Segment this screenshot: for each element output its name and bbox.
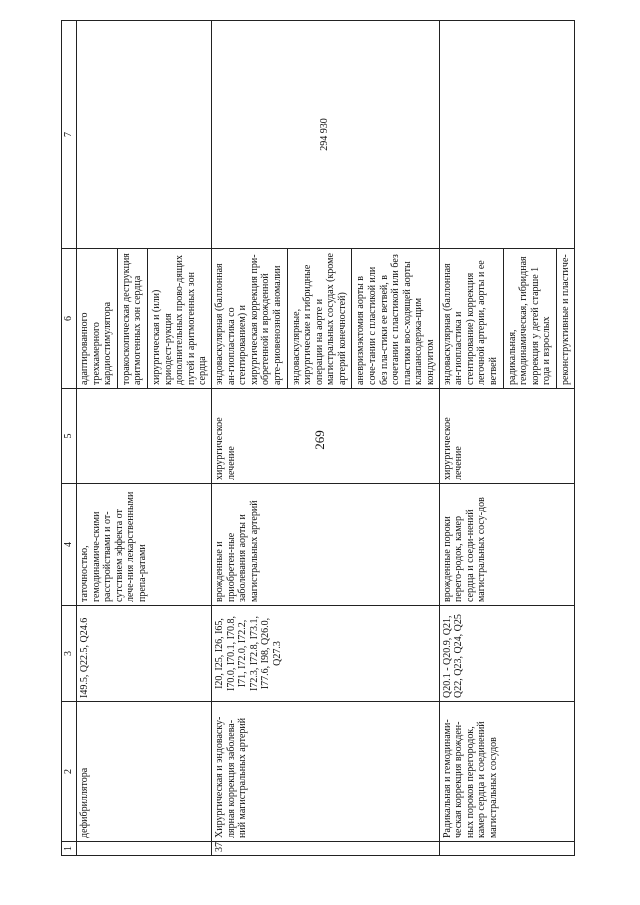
- treatment-method: [439, 249, 574, 389]
- method-item: хирургическая и (или) криодест-рукция дополнительных прово-дящих путей и аритмогенных зон сердца: [147, 249, 209, 388]
- method-item: адаптированного трехкамерного кардиостимулятора: [79, 301, 114, 385]
- treatment-type: хирургическое лечение: [439, 389, 574, 484]
- icd-codes: Q20.1 - Q20.9, Q21, Q22, Q23, Q24, Q25: [439, 606, 574, 702]
- header-row: [62, 21, 77, 856]
- norm-cost: [77, 21, 212, 249]
- header-cell: 1: [62, 842, 77, 856]
- icd-codes: I20, I25, I26, I65, I70.0, I70.1, I70.8, I71, I72.0, I72.2, I72.3, I72.8, I73.1, I77.6, I98, Q26.0, Q27.3: [211, 606, 439, 702]
- treatment-type: хирургическое лечение: [211, 389, 439, 484]
- patient-model: таточностью, гемодинамиче-скими расстройствами и от-сутствием эффекта от лече-ния лекарственными препа-ратами: [77, 484, 212, 606]
- patient-model: врожденные и приобретен-ные заболевания аорты и магистральных артерий: [211, 484, 439, 606]
- page-number: 269: [312, 430, 327, 450]
- row-number: [439, 842, 574, 856]
- method-item: эндоваскулярные, хирургические и гибридные операции на аорте и магистральных сосудах (кроме артерий конечностей): [287, 249, 349, 388]
- medical-care-table: [61, 20, 575, 856]
- treatment-type: [77, 389, 212, 484]
- table-row: [77, 21, 212, 856]
- row-number: [77, 842, 212, 856]
- table-row: [439, 21, 574, 856]
- patient-model: врожденные пороки перего-родок, камер сердца и соеди-нений магистральных сосу-дов: [439, 484, 574, 606]
- table-row: [211, 21, 439, 856]
- header-cell: 7: [62, 21, 77, 249]
- header-cell: 3: [62, 606, 77, 702]
- rotated-page-content: [61, 21, 571, 856]
- method-item: радикальная, гемодинамическая, гибридная коррекция у детей старше 1 года и взрослых: [503, 249, 553, 388]
- method-item: реконструктивные и пластиче-: [556, 249, 572, 388]
- header-cell: 4: [62, 484, 77, 606]
- treatment-method: [211, 249, 439, 389]
- treatment-method: [77, 249, 212, 389]
- care-type: дефибриллятора: [77, 702, 212, 842]
- norm-cost: [439, 21, 574, 249]
- care-type: Радикальная и гемодинами-ческая коррекция врожден-ных пороков перегородок, камер сердца и соединений магистральных сосудов: [439, 702, 574, 842]
- row-number: 37: [211, 842, 439, 856]
- method-item: эндоваскулярная (баллонная ан-гиопластика со стентированием) и хирургическая коррекция при-обретенной и врожденной арте-риовенозной аномалии: [213, 254, 283, 385]
- icd-codes: I49.5, Q22.5, Q24.6: [77, 606, 212, 702]
- norm-cost: 294 930: [211, 21, 439, 249]
- care-type: Хирургическая и эндоваску-лярная коррекция заболева-ний магистральных артерий: [211, 702, 439, 842]
- header-cell: 2: [62, 702, 77, 842]
- method-item: торакоскопическая деструкция аритмогенных зон сердца: [117, 249, 144, 388]
- method-item: эндоваскулярная (баллонная ан-гиопластика и стентирование) коррекция легочной артерии, аорты и ее ветвей: [441, 260, 499, 385]
- header-cell: 6: [62, 249, 77, 389]
- header-cell: 5: [62, 389, 77, 484]
- method-item: аневризмэктомия аорты в соче-тании с пластикой или без пла-стики ее ветвей, в сочетании с пластикой или без пластики вос-ходящей аорты клапансодержа-щим кондуитом: [351, 249, 436, 388]
